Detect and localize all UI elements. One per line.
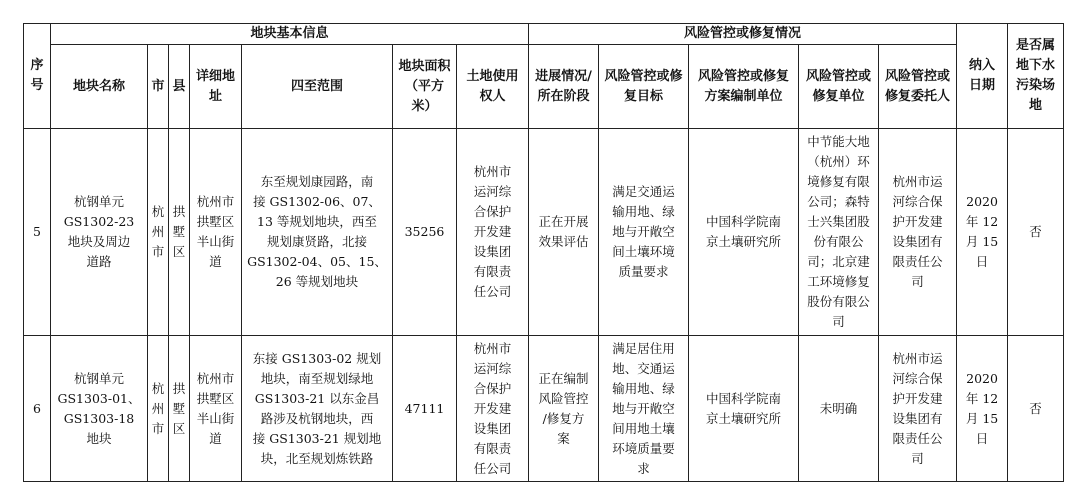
header-group-basic-info: 地块基本信息 (51, 24, 529, 45)
cell-in-date: 2020 年 12 月 15 日 (957, 129, 1008, 336)
cell-address: 杭州市 拱墅区 半山街 道 (190, 129, 242, 336)
cell-city: 杭 州 市 (148, 336, 169, 482)
cell-city: 杭 州 市 (148, 129, 169, 336)
cell-bounds: 东接 GS1303-02 规划 地块，南至规划绿地 GS1303-21 以东金昌 路涉及杭钢地块，西 接 GS1303-21 规划地 块，北至规划炼铁路 (242, 336, 393, 482)
cell-entrust: 杭州市运 河综合保 护开发建 设集团有 限责任公 司 (879, 336, 957, 482)
cell-site-name: 杭钢单元 GS1302-23 地块及周边 道路 (51, 129, 148, 336)
header-landuser: 土地使用 权人 (457, 45, 529, 129)
table-row (24, 336, 1064, 482)
cell-plan-unit: 中国科学院南 京土壤研究所 (689, 129, 799, 336)
cell-landuser: 杭州市 运河综 合保护 开发建 设集团 有限责 任公司 (457, 336, 529, 482)
header-area: 地块面积 （平方 米） (393, 45, 457, 129)
cell-progress: 正在编制 风险管控 /修复方 案 (529, 336, 599, 482)
cell-site-name: 杭钢单元 GS1303-01、 GS1303-18 地块 (51, 336, 148, 482)
cell-area: 47111 (393, 336, 457, 482)
cell-target: 满足交通运 输用地、绿 地与开敞空 间土壤环境 质量要求 (599, 129, 689, 336)
cell-target: 满足居住用 地、交通运 输用地、绿 地与开敞空 间用地土壤 环境质量要 求 (599, 336, 689, 482)
header-columns-row (24, 45, 1064, 129)
header-group-row (24, 24, 1064, 45)
header-bounds: 四至范围 (242, 45, 393, 129)
site-list-sheet (23, 23, 1064, 482)
header-site-name: 地块名称 (51, 45, 148, 129)
header-in-date: 纳入 日期 (957, 24, 1008, 129)
cell-underground: 否 (1008, 336, 1064, 482)
table-row (24, 129, 1064, 336)
header-plan-unit: 风险管控或修复 方案编制单位 (689, 45, 799, 129)
header-county: 县 (169, 45, 190, 129)
cell-address: 杭州市 拱墅区 半山街 道 (190, 336, 242, 482)
header-entrust: 风险管控或 修复委托人 (879, 45, 957, 129)
cell-landuser: 杭州市 运河综 合保护 开发建 设集团 有限责 任公司 (457, 129, 529, 336)
cell-plan-unit: 中国科学院南 京土壤研究所 (689, 336, 799, 482)
cell-entrust: 杭州市运 河综合保 护开发建 设集团有 限责任公 司 (879, 129, 957, 336)
cell-repair-unit: 未明确 (799, 336, 879, 482)
header-repair-unit: 风险管控或 修复单位 (799, 45, 879, 129)
header-target: 风险管控或修 复目标 (599, 45, 689, 129)
cell-underground: 否 (1008, 129, 1064, 336)
header-underground: 是否属 地下水 污染场 地 (1008, 24, 1064, 129)
cell-seq: 5 (24, 129, 51, 336)
header-group-risk-control: 风险管控或修复情况 (529, 24, 957, 45)
cell-seq: 6 (24, 336, 51, 482)
header-progress: 进展情况/ 所在阶段 (529, 45, 599, 129)
cell-county: 拱 墅 区 (169, 336, 190, 482)
header-seq: 序 号 (24, 24, 51, 129)
cell-in-date: 2020 年 12 月 15 日 (957, 336, 1008, 482)
contaminated-site-table (23, 23, 1064, 482)
cell-repair-unit: 中节能大地 （杭州）环 境修复有限 公司；森特 士兴集团股 份有限公 司；北京建 工环境修复 股份有限公 司 (799, 129, 879, 336)
cell-progress: 正在开展 效果评估 (529, 129, 599, 336)
cell-area: 35256 (393, 129, 457, 336)
cell-bounds: 东至规划康园路，南 接 GS1302-06、07、 13 等规划地块，西至 规划康贤路，北接 GS1302-04、05、15、 26 等规划地块 (242, 129, 393, 336)
header-address: 详细地 址 (190, 45, 242, 129)
cell-county: 拱 墅 区 (169, 129, 190, 336)
header-city: 市 (148, 45, 169, 129)
